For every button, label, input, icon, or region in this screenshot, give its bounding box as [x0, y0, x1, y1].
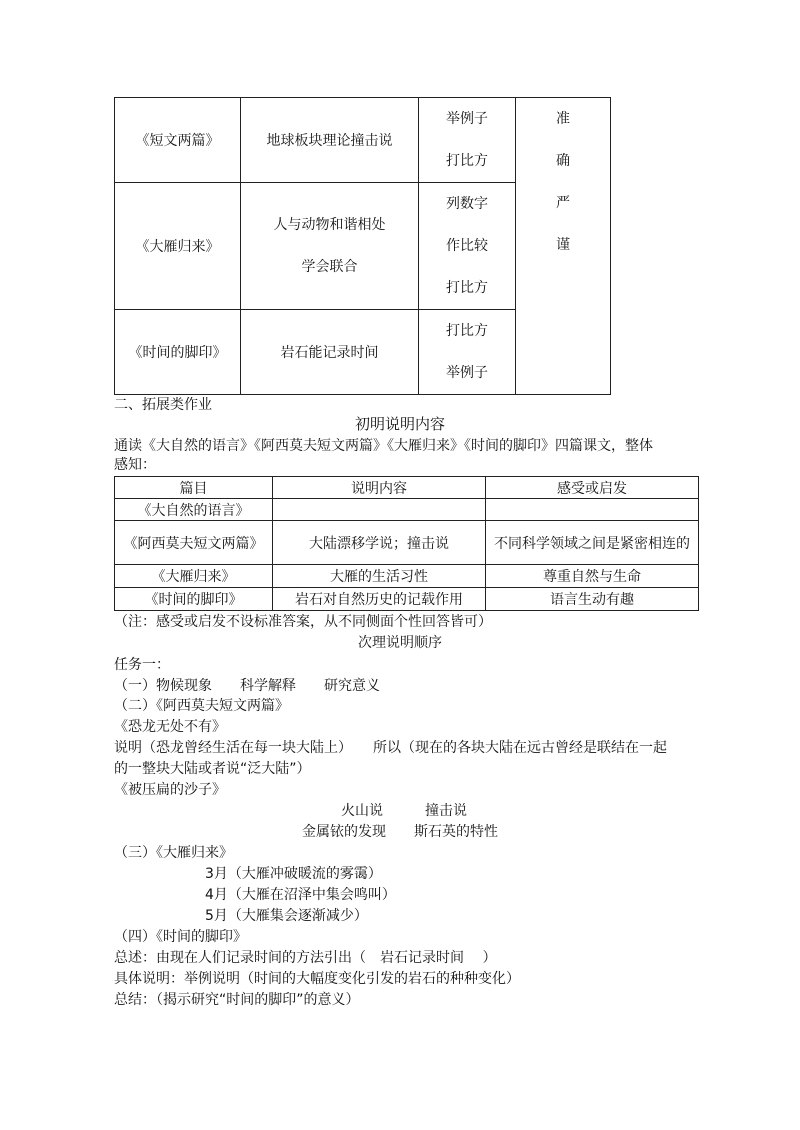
- table-cell: 岩石对自然历史的记载作用: [273, 588, 486, 611]
- table-cell: 《大自然的语言》: [115, 499, 273, 521]
- content-line: 人与动物和谐相处: [273, 217, 386, 233]
- table-cell-methods: [419, 183, 516, 310]
- table-cell: 语言生动有趣: [486, 588, 699, 611]
- table-cell: 不同科学领域之间是紧密相连的: [486, 521, 699, 565]
- method-item: 举例子: [446, 365, 488, 381]
- table-cell-content: 岩石能记录时间: [241, 310, 419, 395]
- part-four: （四）《时间的脚印》: [114, 929, 247, 945]
- table-cell: 大陆漂移学说；撞击说: [273, 521, 486, 565]
- table-cell: 大雁的生活习性: [273, 565, 486, 588]
- explain-text: 的一整块大陆或者说“泛大陆”）: [114, 761, 311, 777]
- method-item: 打比方: [446, 323, 488, 339]
- section-heading: 二、拓展类作业: [114, 397, 212, 413]
- method-item: 举例子: [446, 111, 488, 127]
- table-header: 感受或启发: [486, 477, 699, 499]
- language-char: 准: [556, 111, 570, 127]
- language-char: 确: [556, 153, 570, 169]
- essay-title: 《恐龙无处不有》: [114, 719, 226, 735]
- month-text: 月（大雁冲破暖流的雾霭）: [213, 866, 382, 882]
- month-number: 5: [205, 908, 214, 924]
- intro-text: 通读《大自然的语言》《阿西莫夫短文两篇》《大雁归来》《时间的脚印》四篇课文，整体: [114, 438, 653, 454]
- part-one: （一）物候现象 科学解释 研究意义: [114, 678, 380, 694]
- content-line: 学会联合: [301, 259, 358, 275]
- summary-text: 总述：由现在人们记录时间的方法引出（ 岩石记录时间 ）: [114, 950, 497, 966]
- note-text: （注：感受或启发不设标准答案，从不同侧面个性回答皆可）: [114, 614, 492, 630]
- theory-line: 金属铱的发现 斯石英的特性: [302, 824, 498, 840]
- table-cell-title: 《大雁归来》: [115, 183, 241, 310]
- table-cell: 《大雁归来》: [115, 565, 273, 588]
- month-line: [205, 906, 368, 926]
- language-char: 严: [556, 195, 570, 211]
- table-cell-title: 《短文两篇》: [115, 98, 241, 183]
- method-item: 列数字: [446, 196, 488, 212]
- table-cell-title: 《时间的脚印》: [115, 310, 241, 395]
- month-line: [205, 885, 396, 905]
- method-item: 作比较: [446, 238, 488, 254]
- month-line: [205, 864, 382, 884]
- table-header: 说明内容: [273, 477, 486, 499]
- table-cell-methods: [419, 98, 516, 183]
- language-char: 谨: [556, 237, 570, 253]
- table-cell: 《阿西莫夫短文两篇》: [115, 521, 273, 565]
- theory-line: 火山说 撞击说: [341, 803, 467, 819]
- summary-table: [114, 97, 611, 395]
- table-cell-language: [516, 98, 611, 395]
- table-cell-content: 地球板块理论撞击说: [241, 98, 419, 183]
- detail-text: 具体说明：举例说明（时间的大幅度变化引发的岩石的种种变化）: [114, 971, 520, 987]
- part-three: （三）《大雁归来》: [114, 845, 233, 861]
- part-two: （二）《阿西莫夫短文两篇》: [114, 698, 289, 714]
- conclusion-text: 总结：（揭示研究“时间的脚印”的意义）: [114, 992, 360, 1008]
- month-number: 3: [205, 866, 214, 882]
- month-text: 月（大雁在沼泽中集会鸣叫）: [213, 887, 396, 903]
- table-cell: 《时间的脚印》: [115, 588, 273, 611]
- reading-table: [114, 476, 699, 611]
- table-cell: [486, 499, 699, 521]
- intro-text: 感知：: [114, 457, 156, 473]
- method-item: 打比方: [446, 153, 488, 169]
- month-text: 月（大雁集会逐渐减少）: [213, 908, 368, 924]
- table-cell: 尊重自然与生命: [486, 565, 699, 588]
- table-cell-methods: [419, 310, 516, 395]
- method-item: 打比方: [446, 280, 488, 296]
- subtitle-content: 初明说明内容: [354, 415, 445, 433]
- essay-title: 《被压扁的沙子》: [114, 782, 226, 798]
- subtitle-order: 次理说明顺序: [358, 635, 442, 651]
- task-label: 任务一：: [114, 657, 170, 673]
- table-cell: [273, 499, 486, 521]
- table-cell-content: [241, 183, 419, 310]
- month-number: 4: [205, 887, 214, 903]
- table-header: 篇目: [115, 477, 273, 499]
- explain-text: 说明（恐龙曾经生活在每一块大陆上） 所以（现在的各块大陆在远古曾经是联结在一起: [114, 740, 667, 756]
